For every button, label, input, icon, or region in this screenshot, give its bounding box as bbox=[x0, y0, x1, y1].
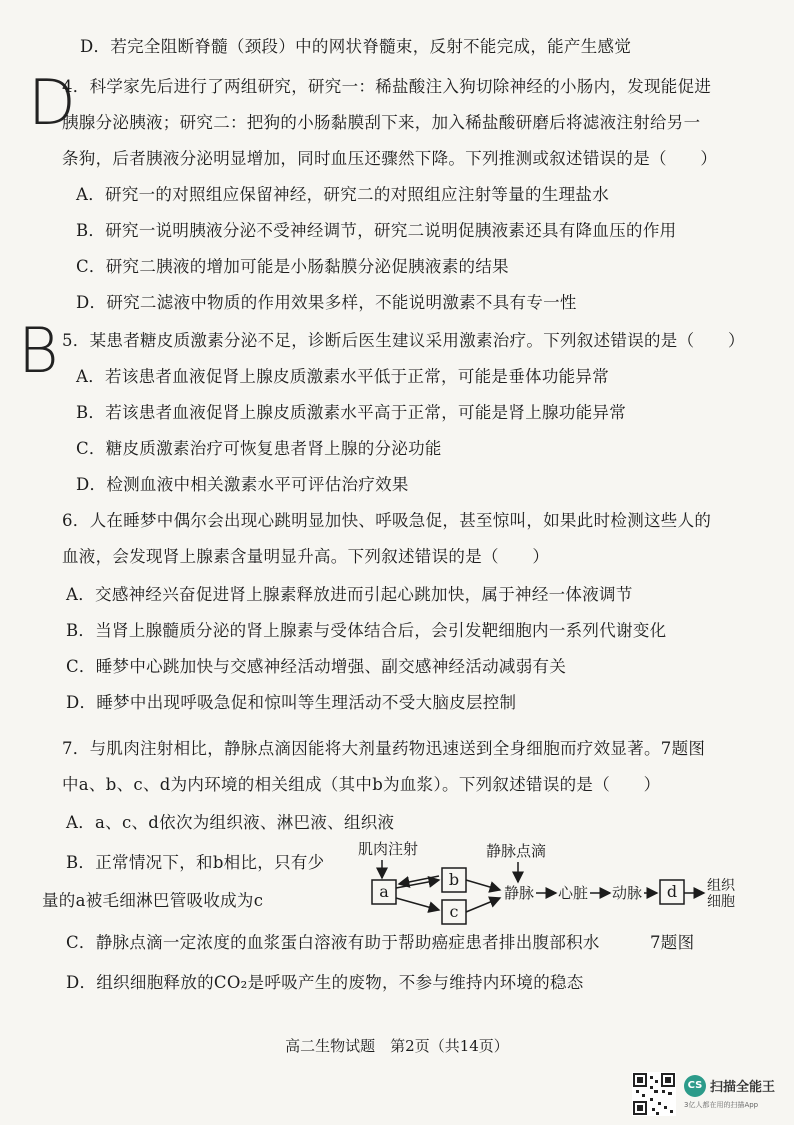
q6-option-d: D．睡梦中出现呼吸急促和惊叫等生理活动不受大脑皮层控制 bbox=[66, 693, 517, 712]
q4-stem-line3: 条狗，后者胰液分泌明显增加，同时血压还骤然下降。下列推测或叙述错误的是（ ） bbox=[62, 149, 718, 168]
handwritten-answer-q4: D bbox=[28, 66, 76, 139]
q6-option-c: C．睡梦中心跳加快与交感神经活动增强、副交感神经活动减弱有关 bbox=[66, 657, 567, 676]
camscanner-subtitle: 3亿人都在用的扫描App bbox=[684, 1101, 759, 1109]
q5-option-d: D．检测血液中相关激素水平可评估治疗效果 bbox=[76, 475, 409, 494]
q7-stem-line1: 7．与肌肉注射相比，静脉点滴因能将大剂量药物迅速送到全身细胞而疗效显著。7题图 bbox=[62, 739, 706, 758]
q4-option-c: C．研究二胰液的增加可能是小肠黏膜分泌促胰液素的结果 bbox=[76, 257, 509, 276]
q6-stem-line1: 6．人在睡梦中偶尔会出现心跳明显加快、呼吸急促，甚至惊叫，如果此时检测这些人的 bbox=[62, 511, 712, 530]
q5-option-b: B．若该患者血液促肾上腺皮质激素水平高于正常，可能是肾上腺功能异常 bbox=[76, 403, 627, 422]
q4-stem-line2: 胰腺分泌胰液；研究二：把狗的小肠黏膜刮下来，加入稀盐酸研磨后将滤液注射给另一 bbox=[62, 113, 701, 132]
camscanner-logo: CS bbox=[684, 1075, 706, 1097]
q6-option-b: B．当肾上腺髓质分泌的肾上腺素与受体结合后，会引发靶细胞内一系列代谢变化 bbox=[66, 621, 667, 640]
q7-diagram bbox=[352, 838, 752, 938]
q7-option-a: A．a、c、d依次为组织液、淋巴液、组织液 bbox=[66, 813, 395, 832]
label-heart: 心脏 bbox=[558, 884, 589, 902]
q7-option-b-line1: B．正常情况下，和b相比，只有少 bbox=[66, 853, 325, 872]
label-tissue-1: 组织 bbox=[707, 878, 735, 894]
label-artery: 动脉 bbox=[612, 884, 643, 902]
page-footer: 高二生物试题 第2页（共14页） bbox=[285, 1037, 509, 1055]
label-tissue-2: 细胞 bbox=[707, 894, 735, 910]
label-iv-drip: 静脉点滴 bbox=[486, 842, 547, 860]
q5-option-c: C．糖皮质激素治疗可恢复患者肾上腺的分泌功能 bbox=[76, 439, 442, 458]
q7-option-c: C．静脉点滴一定浓度的血浆蛋白溶液有助于帮助癌症患者排出腹部积水 bbox=[66, 933, 600, 952]
box-c-label: c bbox=[449, 902, 459, 921]
box-b-label: b bbox=[448, 870, 460, 889]
q6-stem-line2: 血液，会发现肾上腺素含量明显升高。下列叙述错误的是（ ） bbox=[62, 547, 550, 566]
q4-stem-line1: 4．科学家先后进行了两组研究，研究一：稀盐酸注入狗切除神经的小肠内，发现能促进 bbox=[62, 77, 712, 96]
q3-option-d: D．若完全阻断脊髓（颈段）中的网状脊髓束，反射不能完成，能产生感觉 bbox=[80, 37, 632, 56]
q4-option-d: D．研究二滤液中物质的作用效果多样，不能说明激素不具有专一性 bbox=[76, 293, 577, 312]
camscanner-title: 扫描全能王 bbox=[710, 1080, 776, 1095]
label-intramuscular: 肌肉注射 bbox=[358, 840, 419, 858]
scanner-watermark bbox=[632, 1072, 792, 1118]
qr-code-icon bbox=[632, 1072, 676, 1116]
figure-caption: 7题图 bbox=[650, 933, 695, 952]
q5-option-a: A．若该患者血液促肾上腺皮质激素水平低于正常，可能是垂体功能异常 bbox=[76, 367, 610, 386]
q4-option-b: B．研究一说明胰液分泌不受神经调节，研究二说明促胰液素还具有降血压的作用 bbox=[76, 221, 677, 240]
q7-stem-line2: 中a、b、c、d为内环境的相关组成（其中b为血浆）。下列叙述错误的是（ ） bbox=[62, 775, 661, 794]
q7-option-b-line2: 量的a被毛细淋巴管吸收成为c bbox=[42, 891, 264, 910]
box-a-label: a bbox=[379, 882, 389, 901]
handwritten-answer-q5: B bbox=[18, 314, 59, 387]
q4-option-a: A．研究一的对照组应保留神经，研究二的对照组应注射等量的生理盐水 bbox=[76, 185, 610, 204]
q7-option-d: D．组织细胞释放的CO₂是呼吸产生的废物，不参与维持内环境的稳态 bbox=[66, 973, 584, 992]
q6-option-a: A．交感神经兴奋促进肾上腺素释放进而引起心跳加快，属于神经一体液调节 bbox=[66, 585, 633, 604]
label-vein: 静脉 bbox=[504, 884, 535, 902]
box-d-label: d bbox=[666, 882, 678, 901]
q5-stem: 5．某患者糖皮质激素分泌不足，诊断后医生建议采用激素治疗。下列叙述错误的是（ ） bbox=[62, 331, 745, 350]
